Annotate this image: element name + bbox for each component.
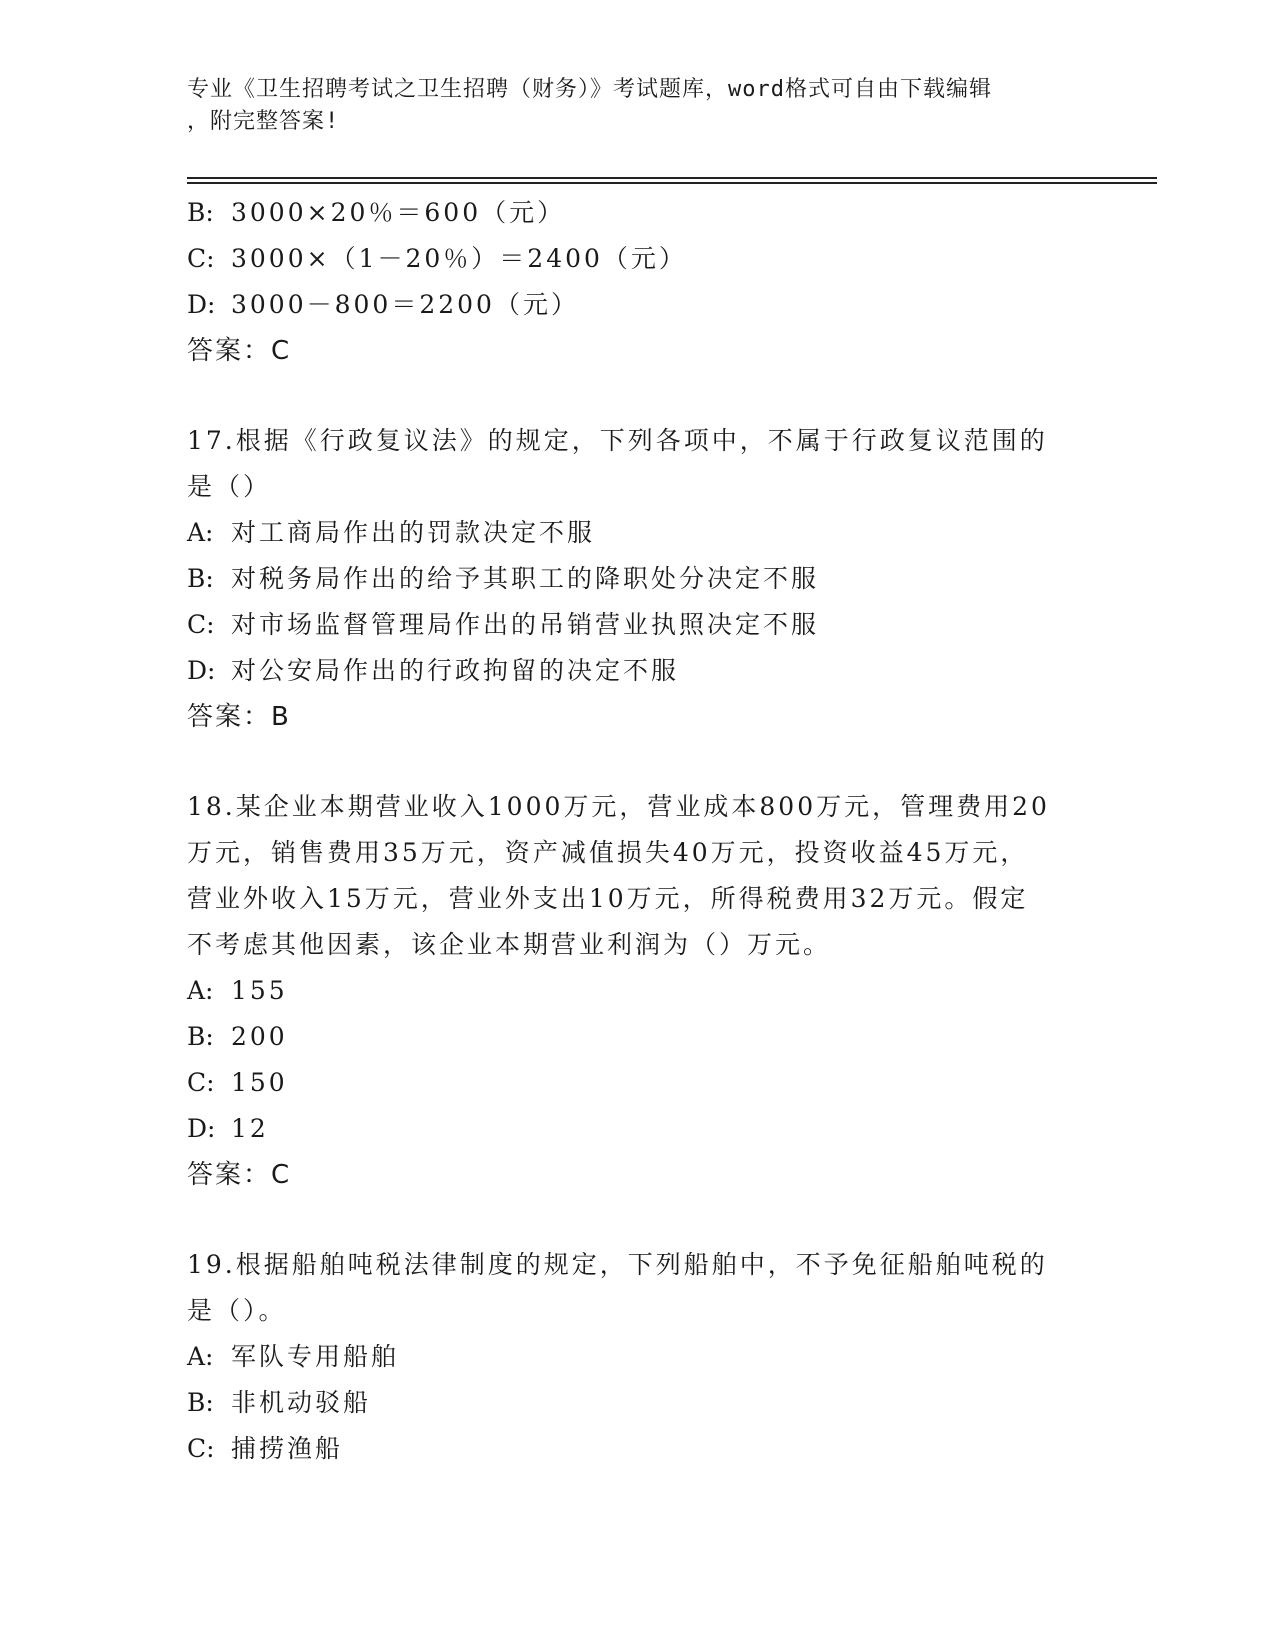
option-d — [187, 282, 1087, 328]
option-label: C: — [187, 1068, 215, 1097]
option-text: 非机动驳船 — [231, 1388, 372, 1417]
option-a — [187, 1334, 1087, 1380]
option-a — [187, 510, 1087, 556]
option-c — [187, 1426, 1087, 1472]
option-c — [187, 1060, 1087, 1106]
option-b — [187, 1380, 1087, 1426]
option-d — [187, 1106, 1087, 1152]
option-label: D: — [187, 290, 216, 319]
option-text: 对税务局作出的给予其职工的降职处分决定不服 — [231, 564, 820, 593]
option-text: 捕捞渔船 — [231, 1434, 344, 1463]
option-label: D: — [187, 656, 216, 685]
answer-line: 答案：B — [187, 702, 291, 732]
question-stem-line: 万元，销售费用35万元，资产减值损失40万元，投资收益45万元， — [187, 838, 1029, 867]
option-label: B: — [187, 564, 214, 593]
question-stem-line: 19.根据船舶吨税法律制度的规定，下列船舶中，不予免征船舶吨税的 — [187, 1250, 1048, 1279]
option-c — [187, 236, 1087, 282]
option-text: 对市场监督管理局作出的吊销营业执照决定不服 — [231, 610, 820, 639]
option-b — [187, 556, 1087, 602]
option-text: 3000×20％＝600（元） — [231, 198, 566, 227]
answer-line: 答案：C — [187, 336, 292, 366]
header-rule-top — [187, 177, 1157, 179]
question-16-tail — [187, 190, 1087, 374]
question-stem-line: 是（）。 — [187, 1296, 287, 1325]
question-stem-line: 17.根据《行政复议法》的规定，下列各项中，不属于行政复议范围的 — [187, 426, 1048, 455]
option-label: A: — [187, 518, 214, 547]
question-stem-line: 不考虑其他因素，该企业本期营业利润为（）万元。 — [187, 930, 832, 959]
answer-line: 答案：C — [187, 1160, 292, 1190]
option-b — [187, 1014, 1087, 1060]
option-text: 12 — [231, 1114, 269, 1143]
option-label: C: — [187, 610, 215, 639]
option-text: 军队专用船舶 — [231, 1342, 400, 1371]
option-label: D: — [187, 1114, 216, 1143]
question-stem-line: 是（） — [187, 472, 272, 501]
option-d — [187, 648, 1087, 694]
question-stem-line: 营业外收入15万元，营业外支出10万元，所得税费用32万元。假定 — [187, 884, 1029, 913]
option-label: C: — [187, 1434, 215, 1463]
option-c — [187, 602, 1087, 648]
option-text: 对公安局作出的行政拘留的决定不服 — [231, 656, 680, 685]
option-label: A: — [187, 976, 214, 1005]
option-label: B: — [187, 198, 214, 227]
option-text: 3000×（1－20％）＝2400（元） — [231, 244, 687, 273]
option-a — [187, 968, 1087, 1014]
option-text: 200 — [231, 1022, 288, 1051]
header-line-2: ，附完整答案! — [187, 109, 340, 134]
question-18 — [187, 784, 1087, 1198]
option-text: 150 — [231, 1068, 288, 1097]
option-label: B: — [187, 1388, 214, 1417]
question-17 — [187, 418, 1087, 740]
header-line-1: 专业《卫生招聘考试之卫生招聘（财务）》考试题库，word格式可自由下载编辑 — [187, 77, 992, 102]
option-text: 155 — [231, 976, 288, 1005]
question-19 — [187, 1242, 1087, 1472]
header-rule-bottom — [187, 182, 1157, 184]
question-stem-line: 18.某企业本期营业收入1000万元，营业成本800万元，管理费用20 — [187, 792, 1050, 821]
option-label: B: — [187, 1022, 214, 1051]
page-header — [187, 74, 1067, 138]
question-list — [187, 190, 1087, 1472]
option-label: C: — [187, 244, 215, 273]
option-b — [187, 190, 1087, 236]
option-label: A: — [187, 1342, 214, 1371]
option-text: 3000－800＝2200（元） — [231, 290, 579, 319]
option-text: 对工商局作出的罚款决定不服 — [231, 518, 596, 547]
